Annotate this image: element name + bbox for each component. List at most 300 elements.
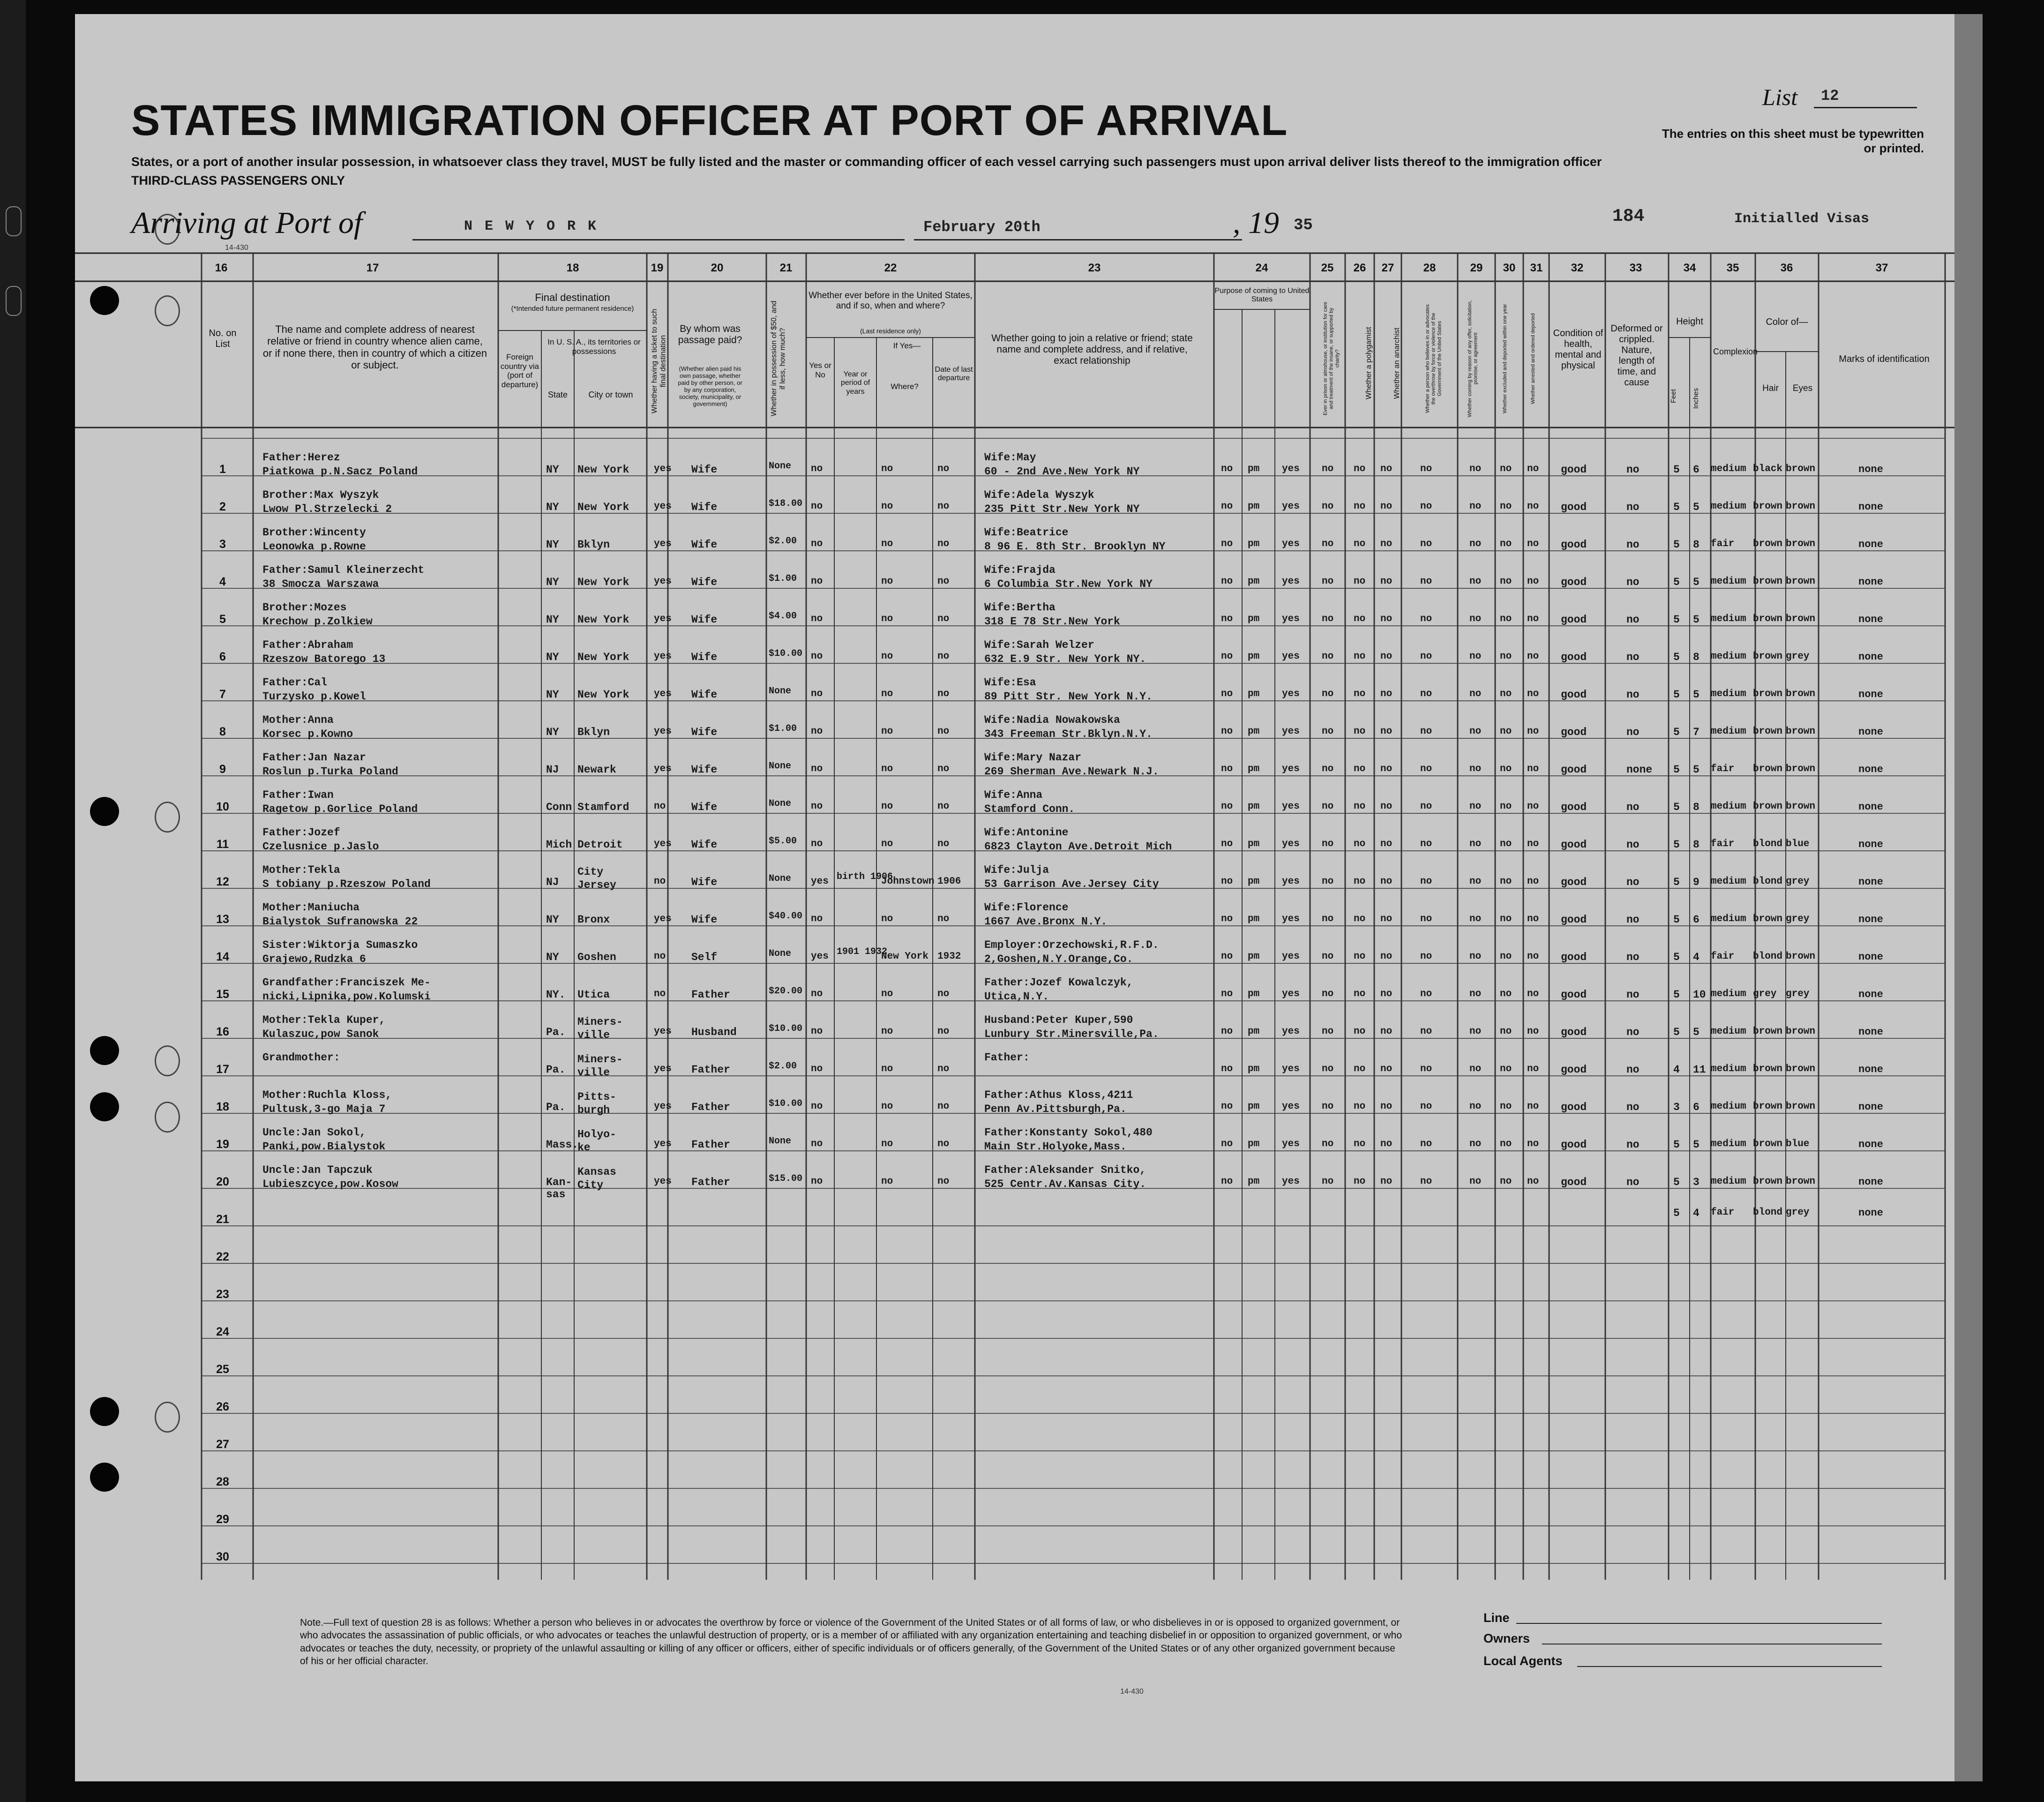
dest-city: Utica: [577, 989, 610, 1001]
eyes-cell: brown: [1786, 464, 1816, 474]
row-number: 30: [216, 1550, 229, 1563]
money-cell: None: [769, 1136, 792, 1147]
excluded-cell: no: [1500, 1176, 1512, 1187]
join-line-2: 1667 Ave.Bronx N.Y.: [984, 916, 1108, 928]
citizen-cell: yes: [1282, 1101, 1300, 1112]
marks-cell: none: [1858, 539, 1883, 550]
complexion-cell: fair: [1711, 764, 1735, 774]
header-passage: By whom was passage paid?: [678, 323, 742, 346]
passage-paid-by: Wife: [691, 801, 718, 813]
prison-cell: no: [1322, 1139, 1334, 1149]
anarchist-cell: no: [1380, 539, 1393, 549]
height-inches: 5: [1693, 501, 1700, 513]
purpose-cell: no: [1221, 576, 1233, 587]
prison-cell: no: [1322, 876, 1334, 887]
relative-line-2: Roslun p.Turka Poland: [262, 766, 398, 778]
column-number: 32: [1571, 262, 1584, 274]
marks-cell: none: [1858, 651, 1883, 663]
purpose-cell: no: [1221, 801, 1233, 812]
join-line-2: 53 Garrison Ave.Jersey City: [984, 878, 1159, 890]
list-underline: [1814, 107, 1917, 108]
eyes-cell: blue: [1786, 839, 1810, 849]
join-line-1: Wife:Anna: [984, 789, 1043, 801]
marks-cell: none: [1858, 876, 1883, 888]
prison-cell: no: [1322, 1064, 1334, 1074]
q28-cell: no: [1420, 576, 1432, 587]
hair-cell: brown: [1753, 1176, 1783, 1187]
purpose-cell: no: [1221, 614, 1233, 624]
before-yes-no: no: [811, 501, 823, 512]
stay-cell: pm: [1248, 726, 1260, 737]
hair-cell: grey: [1753, 989, 1777, 999]
binder-ring: [155, 1402, 180, 1433]
join-line-1: Wife:Esa: [984, 676, 1036, 689]
passage-paid-by: Wife: [691, 689, 718, 701]
q28-cell: no: [1420, 801, 1432, 812]
polygamist-cell: no: [1354, 726, 1366, 737]
hair-cell: brown: [1753, 651, 1783, 662]
complexion-cell: medium: [1711, 914, 1746, 924]
height-inches: 3: [1693, 1176, 1700, 1188]
excluded-cell: no: [1500, 1139, 1512, 1149]
eyes-cell: grey: [1786, 1207, 1810, 1218]
column-number: 25: [1321, 262, 1334, 274]
relative-line-2: Panki,pow.Bialystok: [262, 1141, 386, 1153]
relative-line-2: Pultusk,3-go Maja 7: [262, 1103, 386, 1115]
join-line-1: Husband:Peter Kuper,590: [984, 1014, 1133, 1026]
join-line-1: Father:: [984, 1051, 1030, 1064]
offer-cell: no: [1469, 1101, 1482, 1112]
join-line-1: Wife:Bertha: [984, 601, 1056, 614]
passage-paid-by: Father: [691, 1101, 730, 1113]
citizen-cell: yes: [1282, 501, 1300, 512]
marks-cell: none: [1858, 501, 1883, 513]
dest-state: NJ: [546, 764, 559, 776]
anarchist-cell: no: [1380, 651, 1393, 662]
anarchist-cell: no: [1380, 689, 1393, 699]
health-cell: good: [1561, 689, 1587, 701]
before-yes-no: no: [811, 1026, 823, 1037]
hair-cell: blond: [1753, 876, 1783, 887]
year-prefix: , 19: [1233, 206, 1279, 240]
dest-city: New York: [577, 501, 629, 513]
column-number: 29: [1470, 262, 1483, 274]
complexion-cell: medium: [1711, 989, 1746, 999]
join-line-1: Wife:Frajda: [984, 564, 1056, 576]
before-period: birth 1906: [837, 871, 893, 882]
passage-paid-by: Father: [691, 1064, 730, 1076]
dest-city: Kansas: [577, 1166, 616, 1178]
money-cell: $15.00: [769, 1173, 803, 1184]
q28-cell: no: [1420, 989, 1432, 999]
anarchist-cell: no: [1380, 576, 1393, 587]
passage-paid-by: Father: [691, 1139, 730, 1151]
marks-cell: none: [1858, 1139, 1883, 1150]
before-yes-no: no: [811, 801, 823, 812]
money-cell: $10.00: [769, 1023, 803, 1034]
footer-line-label: Line: [1483, 1611, 1510, 1625]
arrested-cell: no: [1527, 576, 1539, 587]
complexion-cell: medium: [1711, 614, 1746, 624]
height-inches: 8: [1693, 801, 1700, 813]
prison-cell: no: [1322, 914, 1334, 924]
purpose-cell: no: [1221, 1064, 1233, 1074]
dest-state: NJ: [546, 876, 559, 888]
binder-hole: [90, 1092, 119, 1121]
excluded-cell: no: [1500, 839, 1512, 849]
before-departure: 1932: [937, 951, 961, 962]
relative-line-1: Father:Abraham: [262, 639, 353, 651]
column-number: 36: [1780, 262, 1793, 274]
relative-line-1: Brother:Mozes: [262, 601, 347, 614]
before-departure: no: [937, 539, 950, 549]
stamp-number: 184: [1612, 206, 1645, 226]
third-class-label: THIRD-CLASS PASSENGERS ONLY: [131, 173, 345, 188]
binder-hole: [90, 1036, 119, 1065]
relative-line-2: Lwow Pl.Strzelecki 2: [262, 503, 392, 515]
marks-cell: none: [1858, 1064, 1883, 1075]
arrested-cell: no: [1527, 914, 1539, 924]
purpose-cell: no: [1221, 764, 1233, 774]
before-where: no: [881, 1026, 893, 1037]
before-where: no: [881, 539, 893, 549]
before-period: 1901 1932: [837, 946, 888, 957]
row-number: 8: [219, 725, 226, 738]
q28-cell: no: [1420, 1101, 1432, 1112]
q28-cell: no: [1420, 764, 1432, 774]
join-line-1: Wife:Beatrice: [984, 526, 1069, 539]
offer-cell: no: [1469, 839, 1482, 849]
height-feet: 5: [1673, 726, 1680, 738]
q28-cell: no: [1420, 1176, 1432, 1187]
join-line-1: Father:Konstanty Sokol,480: [984, 1126, 1153, 1139]
height-inches: 7: [1693, 726, 1700, 738]
prison-cell: no: [1322, 1026, 1334, 1037]
stay-cell: pm: [1248, 801, 1260, 812]
column-number: 27: [1381, 262, 1394, 274]
before-yes-no: no: [811, 1139, 823, 1149]
height-feet: 4: [1673, 1064, 1680, 1076]
eyes-cell: brown: [1786, 951, 1816, 962]
arrested-cell: no: [1527, 614, 1539, 624]
anarchist-cell: no: [1380, 614, 1393, 624]
dest-state: Kan-: [546, 1176, 572, 1188]
column-number: 26: [1353, 262, 1366, 274]
before-yes-no: no: [811, 764, 823, 774]
join-line-2: 269 Sherman Ave.Newark N.J.: [984, 766, 1159, 778]
q28-cell: no: [1420, 464, 1432, 474]
header-final-note: (*Intended future permanent residence): [511, 305, 634, 313]
header-join-relative: Whether going to join a relative or friend; state name and complete address, and if relative, exact relationship: [991, 333, 1193, 367]
height-feet: 5: [1673, 464, 1680, 476]
ticket-cell: no: [654, 951, 666, 962]
dest-state: Pa.: [546, 1064, 566, 1076]
binder-ring: [155, 1045, 180, 1076]
scanner-edge: [0, 0, 26, 1802]
before-where: Johnstown: [881, 876, 935, 887]
polygamist-cell: no: [1354, 1064, 1366, 1074]
passage-paid-by: Husband: [691, 1026, 737, 1038]
arrested-cell: no: [1527, 726, 1539, 737]
join-line-2: 318 E 78 Str.New York: [984, 616, 1120, 628]
row-number: 28: [216, 1475, 229, 1488]
hair-cell: brown: [1753, 726, 1783, 737]
complexion-cell: medium: [1711, 1101, 1746, 1112]
before-departure: no: [937, 576, 950, 587]
row-number: 2: [219, 500, 226, 513]
passage-paid-by: Self: [691, 951, 718, 963]
polygamist-cell: no: [1354, 801, 1366, 812]
anarchist-cell: no: [1380, 839, 1393, 849]
polygamist-cell: no: [1354, 614, 1366, 624]
dest-city: Detroit: [577, 839, 623, 851]
header-hair: Hair: [1762, 383, 1779, 393]
stay-cell: pm: [1248, 989, 1260, 999]
join-line-1: Wife:Antonine: [984, 826, 1069, 839]
citizen-cell: yes: [1282, 1026, 1300, 1037]
before-where: no: [881, 764, 893, 774]
initialled-visas: Initialled Visas: [1734, 211, 1870, 227]
health-cell: good: [1561, 876, 1587, 888]
citizen-cell: yes: [1282, 464, 1300, 474]
health-cell: good: [1561, 839, 1587, 851]
header-deformed: Deformed or crippled. Nature, length of time, and cause: [1610, 323, 1663, 388]
citizen-cell: yes: [1282, 576, 1300, 587]
dest-city-2: burgh: [577, 1104, 610, 1116]
header-passage-note: (Whether alien paid his own passage, whether paid by other person, or by any corporation, society, municipality, or government): [678, 365, 742, 407]
before-departure: no: [937, 651, 950, 662]
row-number: 17: [216, 1063, 229, 1076]
relative-line-1: Father:Herez: [262, 451, 340, 464]
citizen-cell: yes: [1282, 989, 1300, 999]
before-yes-no: yes: [811, 951, 829, 962]
before-where: New York: [881, 951, 928, 962]
health-cell: good: [1561, 1101, 1587, 1113]
q28-cell: no: [1420, 1139, 1432, 1149]
header-feet: Feet: [1670, 389, 1677, 404]
header-ticket: Whether having a ticket to such final destination: [651, 308, 667, 413]
before-yes-no: no: [811, 726, 823, 737]
binder-hole: [90, 286, 119, 315]
before-departure: no: [937, 464, 950, 474]
offer-cell: no: [1469, 614, 1482, 624]
join-line-1: Wife:Florence: [984, 901, 1069, 914]
dest-state: Mich: [546, 839, 572, 851]
q28-cell: no: [1420, 1064, 1432, 1074]
excluded-cell: no: [1500, 614, 1512, 624]
prison-cell: no: [1322, 689, 1334, 699]
polygamist-cell: no: [1354, 539, 1366, 549]
typewritten-note: The entries on this sheet must be typewritten or printed.: [1662, 127, 1924, 155]
before-yes-no: no: [811, 1176, 823, 1187]
dest-city: Bklyn: [577, 539, 610, 551]
deformed-cell: no: [1626, 1026, 1640, 1038]
ticket-cell: yes: [654, 614, 672, 624]
before-yes-no: no: [811, 539, 823, 549]
footer-form-code: 14-430: [1120, 1688, 1144, 1696]
dest-city: City: [577, 866, 604, 878]
arrested-cell: no: [1527, 539, 1539, 549]
polygamist-cell: no: [1354, 1139, 1366, 1149]
anarchist-cell: no: [1380, 989, 1393, 999]
polygamist-cell: no: [1354, 764, 1366, 774]
ticket-cell: no: [654, 989, 666, 999]
port-value: N E W Y O R K: [464, 218, 599, 234]
relative-line-1: Uncle:Jan Sokol,: [262, 1126, 366, 1139]
deformed-cell: no: [1626, 1176, 1640, 1188]
anarchist-cell: no: [1380, 1139, 1393, 1149]
before-where: no: [881, 1101, 893, 1112]
relative-line-2: Piatkowa p.N.Sacz Poland: [262, 466, 418, 478]
relative-line-1: Father:Iwan: [262, 789, 334, 801]
list-number: 12: [1821, 87, 1839, 105]
header-last-residence: (Last residence only): [860, 327, 921, 335]
deformed-cell: no: [1626, 839, 1640, 851]
marks-cell: none: [1858, 1176, 1883, 1188]
excluded-cell: no: [1500, 539, 1512, 549]
passage-paid-by: Wife: [691, 464, 718, 476]
money-cell: $10.00: [769, 1098, 803, 1109]
height-feet: 5: [1673, 1139, 1680, 1151]
arrested-cell: no: [1527, 1139, 1539, 1149]
dest-state: NY.: [546, 989, 566, 1001]
purpose-cell: no: [1221, 726, 1233, 737]
binding-slot: [6, 206, 22, 236]
purpose-cell: no: [1221, 1139, 1233, 1149]
eyes-cell: brown: [1786, 1026, 1816, 1037]
complexion-cell: medium: [1711, 689, 1746, 699]
arrested-cell: no: [1527, 839, 1539, 849]
height-inches: 5: [1693, 1139, 1700, 1151]
binder-ring: [155, 1102, 180, 1133]
marks-cell: none: [1858, 614, 1883, 625]
header-usa: In U. S. A., its territories or possessions: [547, 338, 641, 356]
q28-cell: no: [1420, 726, 1432, 737]
passage-paid-by: Wife: [691, 914, 718, 926]
deformed-cell: no: [1626, 1064, 1640, 1076]
ticket-cell: yes: [654, 914, 672, 924]
deformed-cell: no: [1626, 689, 1640, 701]
health-cell: good: [1561, 651, 1587, 663]
offer-cell: no: [1469, 989, 1482, 999]
arrested-cell: no: [1527, 951, 1539, 962]
deformed-cell: no: [1626, 1101, 1640, 1113]
before-yes-no: no: [811, 839, 823, 849]
excluded-cell: no: [1500, 576, 1512, 587]
excluded-cell: no: [1500, 689, 1512, 699]
row-number: 16: [216, 1025, 229, 1038]
row-number: 24: [216, 1325, 229, 1338]
passage-paid-by: Wife: [691, 614, 718, 626]
money-cell: $18.00: [769, 498, 803, 509]
money-cell: $1.00: [769, 723, 797, 734]
height-feet: 5: [1673, 689, 1680, 701]
height-inches: 11: [1693, 1064, 1706, 1076]
q28-cell: no: [1420, 1026, 1432, 1037]
prison-cell: no: [1322, 1176, 1334, 1187]
before-departure: no: [937, 1176, 950, 1187]
height-feet: 5: [1673, 876, 1680, 888]
row-number: 23: [216, 1288, 229, 1301]
offer-cell: no: [1469, 764, 1482, 774]
eyes-cell: brown: [1786, 1176, 1816, 1187]
before-departure: no: [937, 1139, 950, 1149]
stay-cell: pm: [1248, 764, 1260, 774]
citizen-cell: yes: [1282, 651, 1300, 662]
join-line-1: Employer:Orzechowski,R.F.D.: [984, 939, 1159, 951]
hair-cell: brown: [1753, 764, 1783, 774]
hair-cell: brown: [1753, 539, 1783, 549]
before-where: no: [881, 1064, 893, 1074]
citizen-cell: yes: [1282, 801, 1300, 812]
header-no-on-list: No. on List: [209, 328, 237, 349]
arrested-cell: no: [1527, 1064, 1539, 1074]
hair-cell: brown: [1753, 576, 1783, 587]
header-yes-no: Yes or No: [809, 361, 831, 379]
dest-city: New York: [577, 464, 629, 476]
header-polygamist: Whether a polygamist: [1365, 327, 1373, 400]
join-line-2: 525 Centr.Av.Kansas City.: [984, 1178, 1146, 1190]
stay-cell: pm: [1248, 1176, 1260, 1187]
before-where: no: [881, 614, 893, 624]
header-complexion: Complexion: [1713, 347, 1758, 356]
before-yes-no: no: [811, 689, 823, 699]
purpose-cell: no: [1221, 876, 1233, 887]
citizen-cell: yes: [1282, 614, 1300, 624]
before-where: no: [881, 839, 893, 849]
height-inches: 4: [1693, 1207, 1700, 1219]
polygamist-cell: no: [1354, 989, 1366, 999]
arrested-cell: no: [1527, 801, 1539, 812]
stay-cell: pm: [1248, 1064, 1260, 1074]
complexion-cell: fair: [1711, 1207, 1735, 1218]
complexion-cell: medium: [1711, 501, 1746, 512]
dest-city: New York: [577, 651, 629, 663]
before-departure: no: [937, 801, 950, 812]
header-departure: Date of last departure: [935, 366, 973, 383]
relative-line-2: Turzysko p.Kowel: [262, 691, 366, 703]
ticket-cell: yes: [654, 1101, 672, 1112]
money-cell: $5.00: [769, 836, 797, 847]
column-number: 19: [651, 262, 664, 274]
before-yes-no: no: [811, 1101, 823, 1112]
polygamist-cell: no: [1354, 839, 1366, 849]
purpose-cell: no: [1221, 951, 1233, 962]
relative-line-1: Father:Cal: [262, 676, 328, 689]
prison-cell: no: [1322, 726, 1334, 737]
height-feet: 5: [1673, 989, 1680, 1001]
binder-hole: [90, 1397, 119, 1426]
row-number: 21: [216, 1213, 229, 1226]
marks-cell: none: [1858, 576, 1883, 588]
purpose-cell: no: [1221, 689, 1233, 699]
health-cell: good: [1561, 764, 1587, 776]
column-number: 22: [884, 262, 897, 274]
before-where: no: [881, 989, 893, 999]
arriving-label: Arriving at Port of: [131, 206, 363, 240]
before-departure: no: [937, 726, 950, 737]
deformed-cell: no: [1626, 989, 1640, 1001]
join-line-1: Wife:Sarah Welzer: [984, 639, 1094, 651]
before-departure: no: [937, 1026, 950, 1037]
purpose-cell: no: [1221, 651, 1233, 662]
stay-cell: pm: [1248, 1139, 1260, 1149]
q28-cell: no: [1420, 839, 1432, 849]
prison-cell: no: [1322, 989, 1334, 999]
height-inches: 8: [1693, 651, 1700, 663]
prison-cell: no: [1322, 1101, 1334, 1112]
arrested-cell: no: [1527, 989, 1539, 999]
